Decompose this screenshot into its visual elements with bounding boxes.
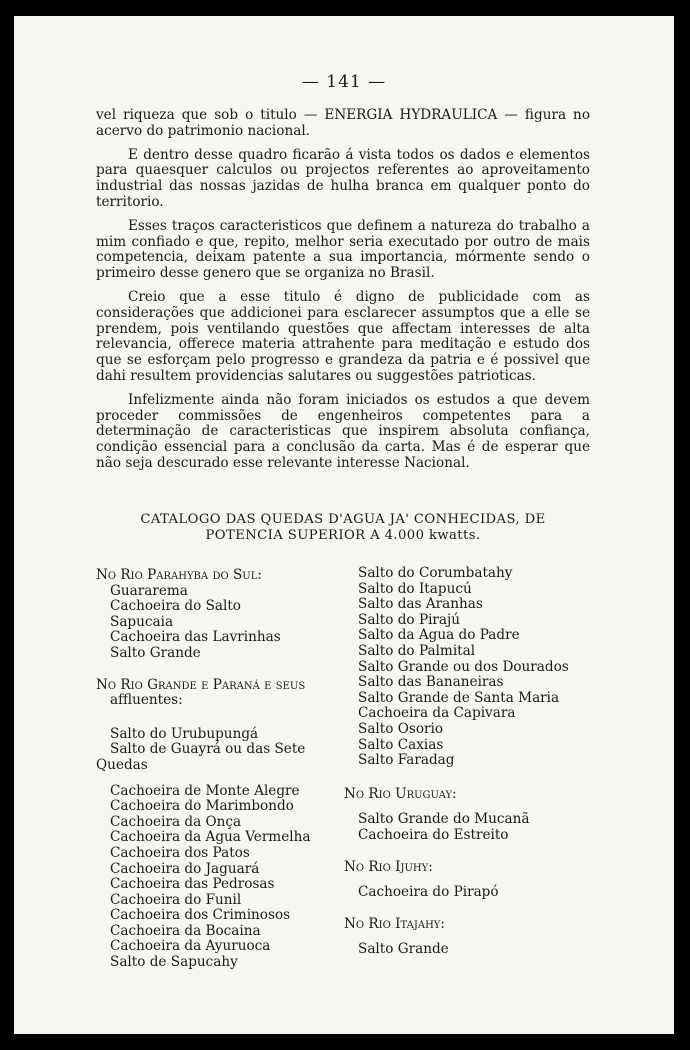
river-heading-cont: affluentes: <box>110 692 183 709</box>
list-item: Cachoeira da Bocaina <box>110 922 261 939</box>
list-item: Salto Grande <box>358 941 449 958</box>
list-item: Sapucaia <box>110 613 174 630</box>
catalog-title <box>96 512 590 544</box>
list-item: Salto Faradag <box>358 752 455 769</box>
list-item: Cachoeira da Ayuruoca <box>110 938 271 955</box>
list-item: Cachoeira do Funil <box>110 891 242 908</box>
list-item: Cachoeira do Estreito <box>358 826 509 843</box>
river-heading: No Rio Parahyba do Sul: <box>96 567 262 583</box>
list-item: Cachoeira dos Patos <box>110 844 250 861</box>
catalog-title-line: POTENCIA SUPERIOR A 4.000 kwatts. <box>205 528 481 543</box>
list-item: Cachoeira das Lavrinhas <box>110 629 281 646</box>
list-item: Salto do Corumbatahy <box>358 565 513 581</box>
list-item: Salto de Sapucahy <box>110 954 238 971</box>
list-item: Salto das Aranhas <box>358 596 483 613</box>
list-item: Salto do Itapucú <box>358 580 472 597</box>
river-heading: No Rio Uruguay: <box>344 785 457 802</box>
page-number: — 141 — <box>301 72 387 92</box>
list-item: Salto Grande <box>110 644 201 661</box>
river-heading: No Rio Ijuhy: <box>344 858 433 875</box>
list-item: Salto Grande de Santa Maria <box>358 689 560 706</box>
river-heading: No Rio Grande e Paraná e seus <box>96 676 306 693</box>
paragraph: Esses traços caracteristicos que definem a natureza do trabalho a mim confiado e que, repito, melhor seria executado por outro de mais competencia, deixam patente a sua importancia, mórmente sendo o primeiro desse genero que se organiza no Brasil. <box>96 217 590 282</box>
list-item: Cachoeira do Jaguará <box>110 860 260 877</box>
list-item: Cachoeira do Pirapó <box>358 884 499 901</box>
list-item: Salto Grande do Mucanã <box>358 811 530 828</box>
paragraph: Infelizmente ainda não foram iniciados os estudos a que devem proceder commissões de engenheiros competentes para a determinação de caracteristicas que inspirem absoluta confiança, condição essencial para a conclusão da carta. Mas é de esperar que não seja descurado esse relevante interesse Nacional. <box>96 391 590 471</box>
list-item: Salto Caxias <box>358 736 444 753</box>
list-item: Guararema <box>110 582 188 599</box>
body-text <box>96 108 590 480</box>
paragraph: E dentro desse quadro ficarão á vista todos os dados e elementos para quaesquer calculos ou projectos referentes ao aproveitamento industrial das nossas jazidas de hulha branca em qualquer ponto do territorio. <box>96 146 590 210</box>
list-item: Salto do Pirajú <box>358 611 461 628</box>
list-item: Cachoeira do Marimbondo <box>110 798 294 815</box>
list-item: Salto Grande ou dos Dourados <box>358 658 569 675</box>
list-item: Cachoeira dos Criminosos <box>110 907 291 924</box>
list-item-cont: Quedas <box>96 756 148 773</box>
river-heading: No Rio Itajahy: <box>344 915 445 932</box>
paragraph: Creio que a esse titulo é digno de publicidade com as considerações que addicionei para esclarecer assumptos que a elle se prendem, pois ventilando questões que affectam interesses de alta relevancia, offerece materia attrahente para meditação e estudo dos que se esforçam pelo progresso e grandeza da patria e é possivel que dahi resultem providencias salutares ou suggestões patrioticas. <box>96 288 590 384</box>
catalog-title-line: CATALOGO DAS QUEDAS D'AGUA JA' CONHECIDAS, DE <box>140 512 546 527</box>
list-item: Salto da Agua do Padre <box>358 627 520 644</box>
catalog-right-column <box>344 566 606 958</box>
list-item: Cachoeira do Salto <box>110 598 241 615</box>
list-item: Cachoeira da Agua Vermelha <box>110 829 311 846</box>
catalog-left-column <box>96 568 348 971</box>
list-item: Cachoeira das Pedrosas <box>110 876 275 893</box>
list-item: Cachoeira de Monte Alegre <box>110 782 300 799</box>
list-item: Salto do Palmital <box>358 642 476 659</box>
list-item: Salto do Urubupungá <box>110 725 259 742</box>
list-item: Cachoeira da Onça <box>110 813 242 830</box>
list-item: Salto Osorio <box>358 720 444 737</box>
list-item: Salto de Guayrá ou das Sete <box>110 741 306 758</box>
list-item: Cachoeira da Capivara <box>358 705 516 722</box>
list-item: Salto das Bananeiras <box>358 674 504 691</box>
paragraph: vel riqueza que sob o titulo — ENERGIA HYDRAULICA — figura no acervo do patrimonio nacional. <box>96 107 590 139</box>
book-page <box>14 16 674 1034</box>
